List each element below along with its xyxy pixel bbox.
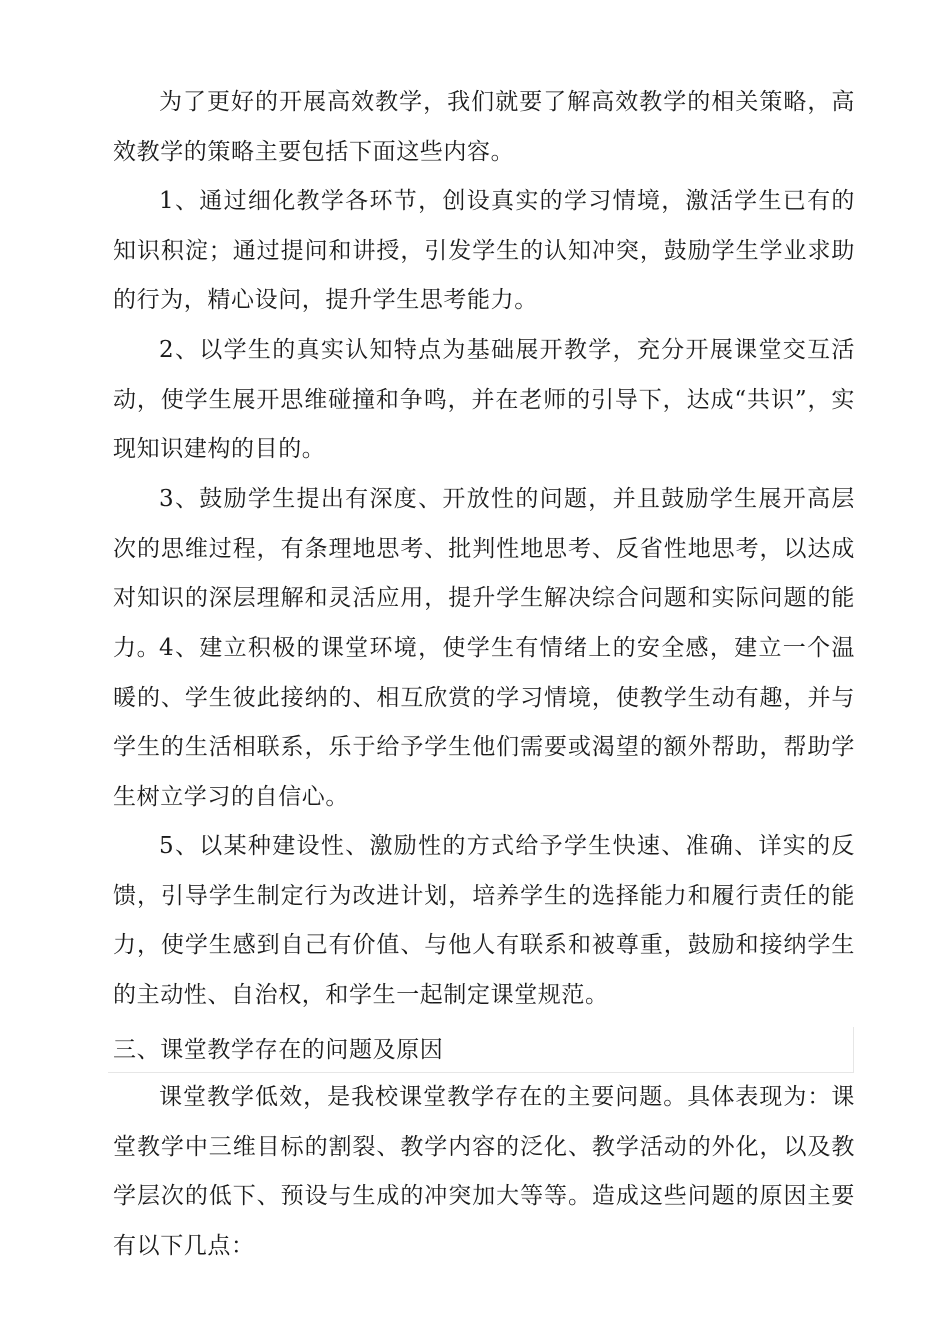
strategy-item-5: 5、以某种建设性、激励性的方式给予学生快速、准确、详实的反馈，引导学生制定行为改进计划，培养学生的选择能力和履行责任的能力，使学生感到自己有价值、与他人有联系和被尊重，鼓励和接纳学生的主动性、自治权，和学生一起制定课堂规范。	[113, 833, 855, 1008]
section-heading: 三、课堂教学存在的问题及原因	[113, 1037, 444, 1063]
intro-paragraph: 为了更好的开展高效教学，我们就要了解高效教学的相关策略，高效教学的策略主要包括下面这些内容。	[113, 89, 855, 165]
strategy-item-1: 1、通过细化教学各环节，创设真实的学习情境，激活学生已有的知识积淀；通过提问和讲授，引发学生的认知冲突，鼓励学生学业求助的行为，精心设问，提升学生思考能力。	[113, 188, 855, 313]
strategy-item-4: 4、建立积极的课堂环境，使学生有情绪上的安全感，建立一个温暖的、学生彼此接纳的、相互欣赏的学习情境，使教学生动有趣，并与学生的生活相联系，乐于给予学生他们需要或渴望的额外帮助，帮助学生树立学习的自信心。	[113, 635, 855, 810]
strategy-item-2: 2、以学生的真实认知特点为基础展开教学，充分开展课堂交互活动，使学生展开思维碰撞和争鸣，并在老师的引导下，达成“共识”，实现知识建构的目的。	[113, 337, 855, 462]
strategy-item-3: 3、鼓励学生提出有深度、开放性的问题，并且鼓励学生展开高层次的思维过程，有条理地思考、批判性地思考、反省性地思考，以达成对知识的深层理解和灵活应用，提升学生解决综合问题和实际问题的能力。	[113, 486, 855, 661]
section-body-paragraph: 课堂教学低效，是我校课堂教学存在的主要问题。具体表现为：课堂教学中三维目标的割裂、教学内容的泛化、教学活动的外化，以及教学层次的低下、预设与生成的冲突加大等等。造成这些问题的原因主要有以下几点：	[113, 1084, 855, 1259]
